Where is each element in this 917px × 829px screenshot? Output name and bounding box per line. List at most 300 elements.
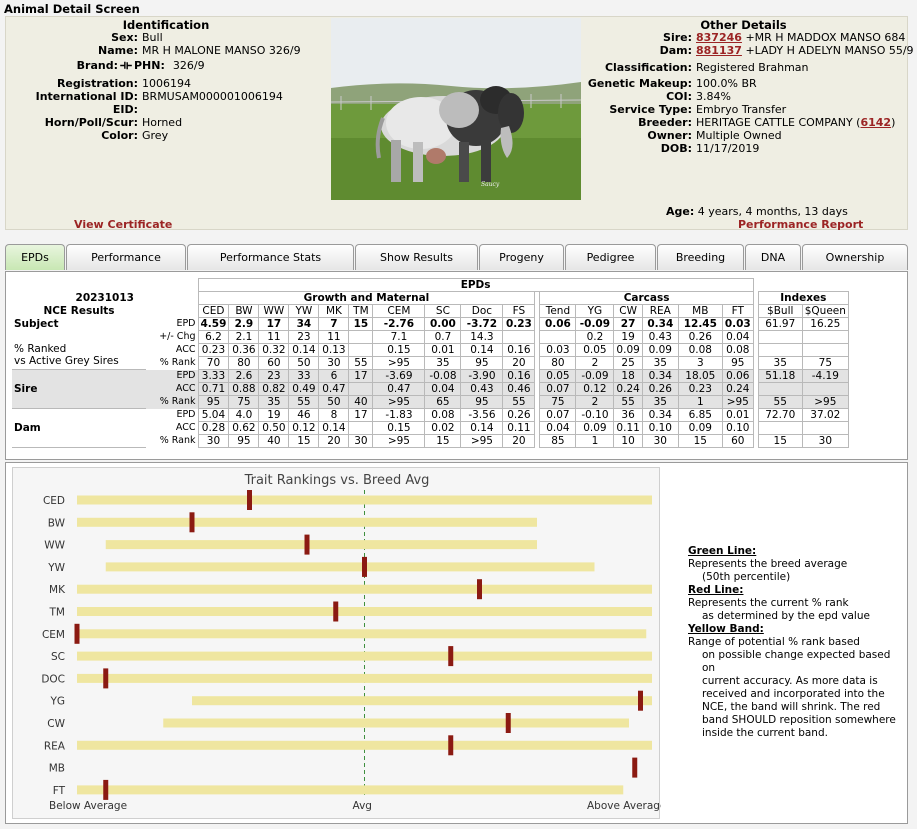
coi-row [580, 90, 731, 103]
epd-cell: 0.26 [503, 409, 535, 422]
performance-report-link[interactable]: Performance Report [738, 218, 864, 231]
trait-rank-marker-yg [638, 691, 643, 711]
index-cell: 15 [758, 435, 802, 448]
epd-cell: 0.71 [198, 383, 229, 396]
epd-cell: 55 [349, 357, 373, 370]
epd-cell: >95 [373, 357, 425, 370]
epd-cell: 0.07 [540, 383, 576, 396]
epd-cell: 80 [229, 357, 259, 370]
epd-cell: 4.0 [229, 409, 259, 422]
genetic-value: 100.0% BR [696, 77, 757, 90]
epd-cell: 0.43 [642, 331, 678, 344]
trait-label-bw: BW [47, 517, 65, 530]
dam-id-link[interactable]: 881137 [696, 44, 742, 57]
epd-cell: 55 [614, 396, 642, 409]
col-header-doc: Doc [461, 305, 503, 318]
trait-label-mk: MK [49, 584, 65, 597]
nce-results-label: NCE Results [43, 305, 115, 317]
horn-row [6, 116, 182, 129]
trait-label-ced: CED [42, 495, 65, 507]
epd-cell: 11 [319, 331, 349, 344]
epd-cell: 30 [319, 357, 349, 370]
epd-cell: -3.72 [461, 318, 503, 331]
epd-cell: 8 [319, 409, 349, 422]
dob-label: DOB: [660, 142, 692, 155]
trait-chart-panel [5, 462, 908, 824]
sex-label: Sex: [111, 31, 138, 44]
epd-cell: 15 [678, 435, 722, 448]
epd-row [12, 318, 848, 331]
trait-rank-marker-doc [103, 668, 108, 688]
epd-cell: -3.69 [373, 370, 425, 383]
intl-id-row [6, 90, 283, 103]
row-type: % Rank [159, 357, 196, 368]
breeder-name: HERITAGE CATTLE COMPANY ( [696, 116, 861, 129]
epd-cell: 0.23 [678, 383, 722, 396]
epd-cell: 60 [259, 357, 289, 370]
epd-cell: 0.82 [259, 383, 289, 396]
epd-cell: 10 [614, 435, 642, 448]
epd-cell: 0.08 [425, 409, 461, 422]
index-cell [758, 344, 802, 357]
epd-cell: 0.15 [373, 422, 425, 435]
epd-cell: 0.12 [289, 422, 319, 435]
trait-label-ft: FT [52, 784, 65, 797]
epd-cell: 11 [259, 331, 289, 344]
epd-cell: 2 [576, 357, 614, 370]
epd-cell: 95 [461, 396, 503, 409]
epd-cell: 40 [259, 435, 289, 448]
epd-cell: 0.14 [461, 422, 503, 435]
epd-cell: 0.36 [229, 344, 259, 357]
epd-cell: 0.2 [576, 331, 614, 344]
col-header-tm: TM [349, 305, 373, 318]
tab-dna[interactable]: DNA [745, 244, 801, 270]
epd-cell: 0.03 [722, 318, 753, 331]
svg-text:Saucy: Saucy [481, 181, 500, 188]
row-type: EPD [176, 318, 196, 329]
index-cell [758, 422, 802, 435]
epd-cell: 0.11 [614, 422, 642, 435]
epd-cell: 0.09 [576, 422, 614, 435]
index-cell: 75 [802, 357, 848, 370]
col-header-ced: CED [198, 305, 229, 318]
service-row [580, 103, 786, 116]
index-cell [758, 383, 802, 396]
legend-yellow-text-1: Range of potential % rank based [688, 636, 860, 648]
epd-cell: 0.10 [722, 422, 753, 435]
name-row [6, 44, 301, 57]
epd-cell: 0.01 [722, 409, 753, 422]
group-label: Sire [12, 370, 146, 409]
coi-label: COI: [666, 90, 692, 103]
indexes-heading: Indexes [758, 292, 848, 305]
col-header-ww: WW [259, 305, 289, 318]
epd-cell: 35 [425, 357, 461, 370]
service-value: Embryo Transfer [696, 103, 787, 116]
legend-yellow-text-7: inside the current band. [702, 727, 828, 739]
epd-date: 20231013 [75, 292, 134, 304]
intl-id-label: International ID: [35, 90, 138, 103]
trait-rank-marker-tm [333, 602, 338, 622]
epd-cell: 1 [576, 435, 614, 448]
horn-label: Horn/Poll/Scur: [44, 116, 138, 129]
epd-cell: 95 [198, 396, 229, 409]
epd-cell: -0.09 [576, 318, 614, 331]
trait-rank-marker-sc [448, 646, 453, 666]
index-cell: 30 [802, 435, 848, 448]
trait-label-rea: REA [43, 740, 65, 753]
index-cell: 61.97 [758, 318, 802, 331]
epd-cell: 0.47 [319, 383, 349, 396]
dam-label: Dam: [659, 44, 692, 57]
trait-rank-marker-rea [448, 735, 453, 755]
color-value: Grey [142, 129, 169, 142]
epd-cell: 0.14 [461, 344, 503, 357]
service-label: Service Type: [609, 103, 692, 116]
row-type: EPD [146, 370, 198, 383]
epd-cell: 50 [319, 396, 349, 409]
col-header-tend: Tend [540, 305, 576, 318]
epd-cell: 15 [425, 435, 461, 448]
trait-rank-marker-cem [75, 624, 80, 644]
dob-row [580, 142, 759, 155]
index-cell: 55 [758, 396, 802, 409]
col-header-fs: FS [503, 305, 535, 318]
epd-cell: 0.10 [642, 422, 678, 435]
epd-cell: 0.34 [642, 409, 678, 422]
registration-row [6, 77, 191, 90]
epd-cell: 55 [503, 396, 535, 409]
epd-cell: 6 [319, 370, 349, 383]
epd-cell: 7 [319, 318, 349, 331]
trait-label-yw: YW [48, 561, 65, 574]
tab-show-results[interactable]: Show Results [355, 244, 478, 270]
eid-value [138, 103, 142, 116]
trait-label-doc: DOC [41, 673, 65, 686]
epd-cell: 0.09 [614, 344, 642, 357]
epd-row [12, 370, 848, 383]
epd-cell: 35 [642, 396, 678, 409]
epd-cell [349, 383, 373, 396]
tab-pedigree[interactable]: Pedigree [565, 244, 656, 270]
tab-progeny[interactable]: Progeny [479, 244, 564, 270]
x-label-below-average: Below Average [49, 800, 128, 812]
phn-label: PHN: [134, 59, 165, 72]
epd-cell: 0.32 [259, 344, 289, 357]
epd-cell: 0.04 [540, 422, 576, 435]
epd-cell: 0.34 [642, 318, 678, 331]
epd-cell: 0.7 [425, 331, 461, 344]
epd-cell [349, 422, 373, 435]
epd-cell: 0.88 [229, 383, 259, 396]
epd-cell: 75 [229, 396, 259, 409]
genetic-label: Genetic Makeup: [587, 77, 692, 90]
index-blank [758, 279, 848, 292]
epd-cell: >95 [461, 435, 503, 448]
breeder-row [580, 116, 895, 129]
x-label-above-average: Above Average [587, 800, 661, 812]
sire-name: +MR H MADDOX MANSO 684 [745, 31, 906, 44]
index-cell [802, 422, 848, 435]
epd-cell: 18 [614, 370, 642, 383]
sire-id-link[interactable]: 837246 [696, 31, 742, 44]
epd-cell: 65 [425, 396, 461, 409]
epd-cell: >95 [373, 435, 425, 448]
epd-cell: 3.33 [198, 370, 229, 383]
color-row [6, 129, 168, 142]
eid-row [6, 103, 142, 116]
epd-cell: -1.83 [373, 409, 425, 422]
epd-cell: 6.85 [678, 409, 722, 422]
row-type-header [146, 305, 198, 318]
trait-band-tm [77, 607, 652, 616]
sex-value: Bull [142, 31, 163, 44]
epd-cell: 0.04 [722, 331, 753, 344]
dam-row [580, 44, 914, 57]
trait-label-mb: MB [48, 762, 65, 775]
epd-cell: 0.49 [289, 383, 319, 396]
epd-cell: 0.08 [678, 344, 722, 357]
epd-cell: 0.16 [503, 344, 535, 357]
col-header-cem: CEM [373, 305, 425, 318]
epd-cell: 0.28 [198, 422, 229, 435]
epd-cell: 2.9 [229, 318, 259, 331]
age-row [666, 205, 848, 218]
col-header-bw: BW [229, 305, 259, 318]
growth-heading: Growth and Maternal [198, 292, 535, 305]
epd-cell: 75 [540, 396, 576, 409]
tab-epds[interactable]: EPDs [5, 244, 65, 270]
sire-label: Sire: [663, 31, 692, 44]
row-type: +/- Chg [159, 331, 196, 342]
epd-cell: -3.56 [461, 409, 503, 422]
trait-band-cem [77, 629, 646, 638]
col-header-sc: SC [425, 305, 461, 318]
animal-info-panel [5, 16, 914, 231]
col-header-index-1: $Queen [802, 305, 848, 318]
epd-cell: 2.1 [229, 331, 259, 344]
epd-cell: 0.46 [503, 383, 535, 396]
trait-band-mk [77, 585, 652, 594]
col-header-ft: FT [722, 305, 753, 318]
row-type: ACC [146, 383, 198, 396]
epd-cell: 0.08 [722, 344, 753, 357]
tab-ownership[interactable]: Ownership [802, 244, 908, 270]
epd-cell: 0.24 [722, 383, 753, 396]
epd-cell: 0.50 [259, 422, 289, 435]
trait-band-ft [77, 785, 623, 794]
row-type: ACC [175, 344, 196, 355]
epd-cell: >95 [373, 396, 425, 409]
epd-cell: 33 [289, 370, 319, 383]
epd-cell: 30 [642, 435, 678, 448]
classification-row [580, 61, 809, 74]
epd-cell: 3 [678, 357, 722, 370]
bull-photo-image [331, 18, 581, 200]
col-header-yw: YW [289, 305, 319, 318]
trait-label-ww: WW [44, 539, 65, 552]
horn-value: Horned [142, 116, 183, 129]
breeder-id-link[interactable]: 6142 [860, 116, 892, 129]
legend-yellow-heading: Yellow Band: [688, 623, 764, 635]
index-cell [802, 344, 848, 357]
index-cell [758, 331, 802, 344]
tab-performance[interactable]: Performance [66, 244, 186, 270]
ranked-label: % Ranked [14, 342, 67, 355]
epd-cell: 0.02 [425, 422, 461, 435]
epd-cell: 0.00 [425, 318, 461, 331]
epd-cell: 95 [229, 435, 259, 448]
trait-rank-marker-yw [362, 557, 367, 577]
name-label: Name: [98, 44, 138, 57]
group-label: Dam [12, 409, 146, 448]
owner-value: Multiple Owned [696, 129, 782, 142]
legend-red-text-2: as determined by the epd value [702, 610, 870, 622]
col-header-rea: REA [642, 305, 678, 318]
breeder-label: Breeder: [638, 116, 692, 129]
index-cell: 72.70 [758, 409, 802, 422]
epd-cell: 0.23 [503, 318, 535, 331]
epd-cell: 4.59 [198, 318, 229, 331]
epd-cell: >95 [722, 396, 753, 409]
trait-band-cw [163, 719, 629, 728]
col-header-yg: YG [576, 305, 614, 318]
carcass-heading: Carcass [540, 292, 753, 305]
epd-cell: 30 [198, 435, 229, 448]
trait-band-rea [77, 741, 652, 750]
col-header-cw: CW [614, 305, 642, 318]
age-label: Age: [666, 205, 695, 218]
chart-title: Trait Rankings vs. Breed Avg [244, 473, 430, 488]
epd-cell: 20 [503, 435, 535, 448]
tab-performance-stats[interactable]: Performance Stats [187, 244, 354, 270]
epd-cell: 0.07 [540, 409, 576, 422]
epd-cell: 70 [198, 357, 229, 370]
epd-cell: 23 [259, 370, 289, 383]
row-type: % Rank [159, 435, 196, 446]
epd-row [12, 409, 848, 422]
epd-panel [5, 271, 908, 460]
epd-cell: 0.05 [576, 344, 614, 357]
trait-band-yg [192, 696, 652, 705]
index-cell: >95 [802, 396, 848, 409]
dob-value: 11/17/2019 [696, 142, 760, 155]
trait-band-yw [106, 562, 595, 571]
epd-cell: 60 [722, 435, 753, 448]
trait-band-bw [77, 518, 537, 527]
epd-cell [349, 331, 373, 344]
owner-label: Owner: [647, 129, 692, 142]
trait-rank-marker-ww [305, 535, 310, 555]
epd-cell [349, 344, 373, 357]
trait-rank-marker-mk [477, 579, 482, 599]
epd-cell: 0.15 [373, 344, 425, 357]
index-cell: 37.02 [802, 409, 848, 422]
legend-yellow-text-6: band SHOULD reposition somewhere [702, 714, 896, 726]
registration-value: 1006194 [142, 77, 191, 90]
chart-legend [688, 545, 903, 740]
trait-rank-marker-ft [103, 780, 108, 800]
trait-rank-marker-mb [632, 758, 637, 778]
epd-cell: 0.14 [289, 344, 319, 357]
trait-label-cem: CEM [41, 628, 65, 641]
legend-green-heading: Green Line: [688, 545, 757, 557]
epd-cell: 0.05 [540, 370, 576, 383]
tab-bar [5, 244, 908, 270]
name-value: MR H MALONE MANSO 326/9 [142, 44, 301, 57]
coi-value: 3.84% [696, 90, 731, 103]
epd-cell: 19 [614, 331, 642, 344]
epd-cell: 40 [349, 396, 373, 409]
epd-cell: -0.10 [576, 409, 614, 422]
epd-cell: 0.09 [642, 344, 678, 357]
view-certificate-link[interactable]: View Certificate [74, 218, 173, 231]
epd-cell: 0.04 [425, 383, 461, 396]
epd-cell: 5.04 [198, 409, 229, 422]
epd-cell: -2.76 [373, 318, 425, 331]
animal-photo [331, 18, 581, 200]
epd-cell: 17 [259, 318, 289, 331]
trait-label-cw: CW [47, 718, 65, 730]
legend-yellow-text-4: received and incorporated into the [702, 688, 885, 700]
epd-cell: 25 [614, 357, 642, 370]
intl-id-value: BRMUSAM000001006194 [142, 90, 283, 103]
trait-label-yg: YG [50, 695, 65, 708]
brand-label: Brand: [76, 59, 118, 72]
epd-cell: 14.3 [461, 331, 503, 344]
epd-cell: 95 [461, 357, 503, 370]
epd-cell: 95 [722, 357, 753, 370]
epd-cell: -3.90 [461, 370, 503, 383]
color-label: Color: [101, 129, 138, 142]
epd-cell: 0.13 [319, 344, 349, 357]
col-header-mk: MK [319, 305, 349, 318]
trait-rank-marker-bw [190, 512, 195, 532]
registration-label: Registration: [56, 77, 138, 90]
epd-cell: 0.26 [642, 383, 678, 396]
index-cell [802, 383, 848, 396]
brand-icon: ⟛ [120, 58, 132, 73]
legend-yellow-text-2: on possible change expected based on [702, 649, 891, 674]
index-cell: 51.18 [758, 370, 802, 383]
index-cell: 16.25 [802, 318, 848, 331]
eid-label: EID: [112, 103, 138, 116]
epd-cell: 80 [540, 357, 576, 370]
epd-cell: 0.47 [373, 383, 425, 396]
row-type: EPD [176, 409, 196, 420]
epd-cell: 20 [319, 435, 349, 448]
epd-cell: 1 [678, 396, 722, 409]
epd-cell: 17 [349, 409, 373, 422]
epd-cell: 0.06 [722, 370, 753, 383]
epd-cell: 35 [259, 396, 289, 409]
epd-cell: -0.09 [576, 370, 614, 383]
epd-cell: 12.45 [678, 318, 722, 331]
epd-cell: 0.11 [503, 422, 535, 435]
x-label-avg: Avg [352, 800, 372, 812]
epd-heading: EPDs [198, 279, 753, 292]
identification-heading: Identification [122, 18, 210, 32]
tab-breeding[interactable]: Breeding [657, 244, 744, 270]
epd-cell: 0.12 [576, 383, 614, 396]
epd-cell: 85 [540, 435, 576, 448]
epd-cell: 18.05 [678, 370, 722, 383]
legend-yellow-text-5: NCE, the band will shrink. The red [702, 701, 881, 713]
index-cell: 35 [758, 357, 802, 370]
epd-cell: 15 [289, 435, 319, 448]
row-type: % Rank [146, 396, 198, 409]
